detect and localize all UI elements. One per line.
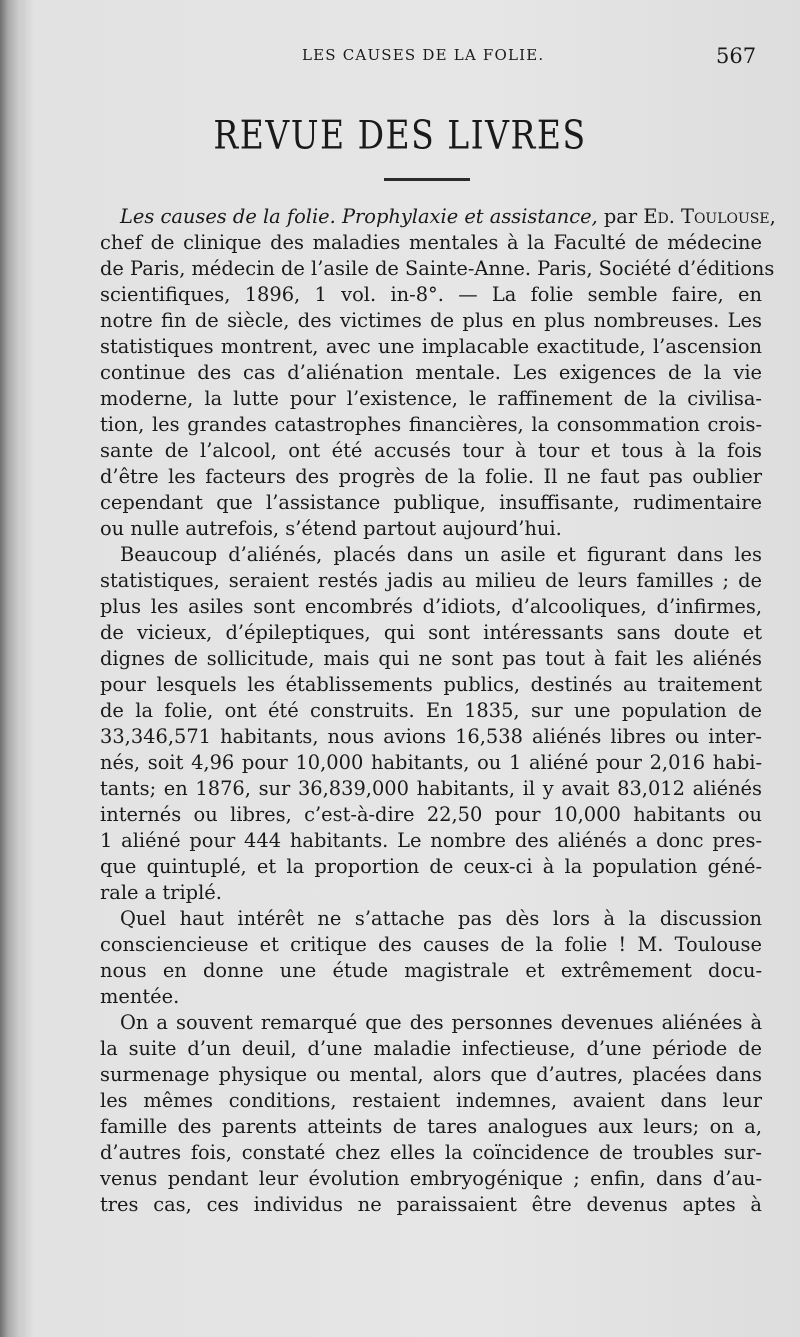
text-line: nous en donne une étude magistrale et extrêmement docu-: [100, 959, 762, 982]
text-line: chef de clinique des maladies mentales à la Faculté de médecine: [100, 231, 762, 254]
text-line: statistiques, seraient restés jadis au milieu de leurs familles ; de: [100, 569, 762, 592]
text-line: rale a triplé.: [100, 881, 222, 904]
text-line: tants; en 1876, sur 36,839,000 habitants, il y avait 83,012 aliénés: [100, 777, 762, 800]
text-line: que quintuplé, et la proportion de ceux-ci à la population géné-: [100, 855, 762, 878]
text-line: de Paris, médecin de l’asile de Sainte-Anne. Paris, Société d’éditions: [100, 257, 775, 280]
book-title: Les causes de la folie. Prophylaxie et assistance,: [120, 205, 598, 228]
text-line: surmenage physique ou mental, alors que d’autres, placées dans: [100, 1063, 762, 1086]
text-line: statistiques montrent, avec une implacable exactitude, l’ascension: [100, 335, 762, 358]
text-line: d’autres fois, constaté chez elles la coïncidence de troubles sur-: [100, 1141, 762, 1164]
text-line: 33,346,571 habitants, nous avions 16,538 aliénés libres ou inter-: [100, 725, 762, 748]
text-line: la suite d’un deuil, d’une maladie infectieuse, d’une période de: [100, 1037, 762, 1060]
text-line: ou nulle autrefois, s’étend partout aujourd’hui.: [100, 517, 562, 540]
text-line: notre fin de siècle, des victimes de plus en plus nombreuses. Les: [100, 309, 762, 332]
running-title: LES CAUSES DE LA FOLIE.: [302, 46, 545, 64]
book-spine-shadow: [0, 0, 26, 1337]
running-head: [0, 46, 800, 76]
text-line: d’être les facteurs des progrès de la folie. Il ne faut pas oublier: [100, 465, 762, 488]
text-line: pour lesquels les établissements publics, destinés au traitement: [100, 673, 762, 696]
text-line: dignes de sollicitude, mais qui ne sont pas tout à fait les aliénés: [100, 647, 762, 670]
page-number: 567: [716, 44, 757, 68]
text-line: tres cas, ces individus ne paraissaient être devenus aptes à: [100, 1193, 762, 1216]
text-line: venus pendant leur évolution embryogénique ; enfin, dans d’au-: [100, 1167, 762, 1190]
text-line: continue des cas d’aliénation mentale. Les exigences de la vie: [100, 361, 762, 384]
text-line: cependant que l’assistance publique, insuffisante, rudimentaire: [100, 491, 762, 514]
text-line: de vicieux, d’épileptiques, qui sont intéressants sans doute et: [100, 621, 762, 644]
text-line: Quel haut intérêt ne s’attache pas dès lors à la discussion: [120, 907, 762, 930]
paragraph: [100, 204, 776, 542]
text-line: plus les asiles sont encombrés d’idiots, d’alcooliques, d’infirmes,: [100, 595, 762, 618]
text-line: les mêmes conditions, restaient indemnes, avaient dans leur: [100, 1089, 762, 1112]
book-author: Ed. Toulouse,: [643, 205, 776, 228]
paragraph: [100, 542, 762, 906]
text-line: de la folie, ont été construits. En 1835, sur une population de: [100, 699, 762, 722]
text-line: moderne, la lutte pour l’existence, le raffinement de la civilisa-: [100, 387, 762, 410]
text-line: scientifiques, 1896, 1 vol. in-8°. — La folie semble faire, en: [100, 283, 762, 306]
text-line: 1 aliéné pour 444 habitants. Le nombre des aliénés a donc pres-: [100, 829, 762, 852]
section-title: REVUE DES LIVRES: [213, 112, 587, 159]
text-line: consciencieuse et critique des causes de la folie ! M. Toulouse: [100, 933, 762, 956]
text-line: tion, les grandes catastrophes financières, la consommation crois-: [100, 413, 762, 436]
article-body: [100, 204, 776, 1314]
text-line: mentée.: [100, 985, 180, 1008]
text-line: famille des parents atteints de tares analogues aux leurs; on a,: [100, 1115, 762, 1138]
paragraph: [100, 906, 762, 1010]
text-line: nés, soit 4,96 pour 10,000 habitants, ou 1 aliéné pour 2,016 habi-: [100, 751, 762, 774]
title-rule: [384, 178, 470, 181]
text-line: [100, 204, 776, 230]
paragraph: [100, 1010, 762, 1218]
text-line: Beaucoup d’aliénés, placés dans un asile et figurant dans les: [120, 543, 762, 566]
byline-joiner: par: [597, 205, 644, 228]
text-line: sante de l’alcool, ont été accusés tour à tour et tous à la fois: [100, 439, 762, 462]
text-line: internés ou libres, c’est-à-dire 22,50 pour 10,000 habitants ou: [100, 803, 762, 826]
text-line: On a souvent remarqué que des personnes devenues aliénées à: [120, 1011, 762, 1034]
